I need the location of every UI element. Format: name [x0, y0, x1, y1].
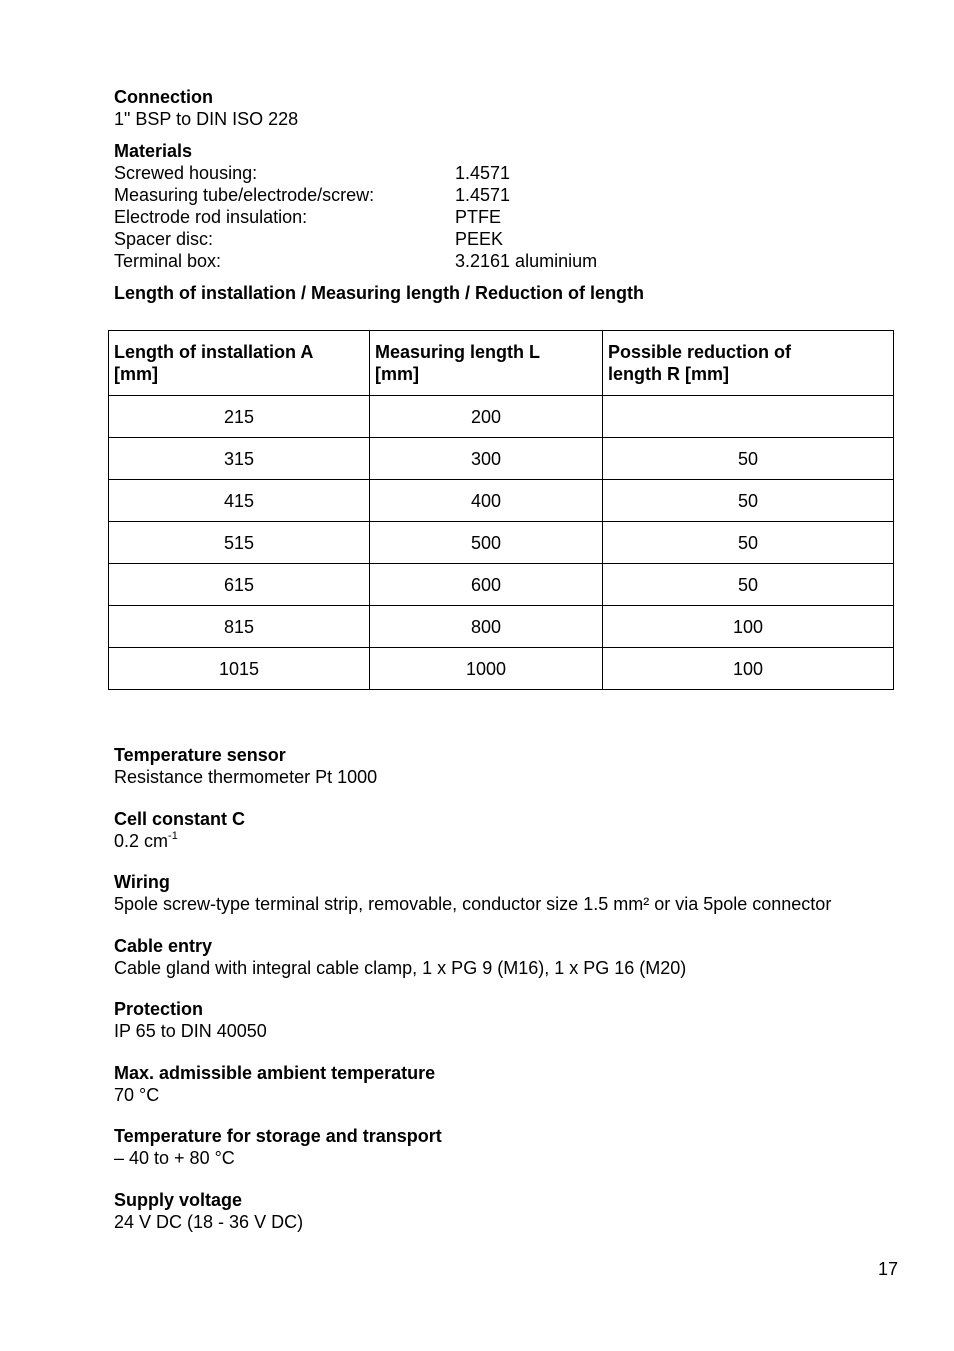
- table-cell: 100: [603, 648, 894, 690]
- materials-label: Screwed housing:: [114, 163, 258, 183]
- header-line: [mm]: [114, 364, 158, 384]
- table-cell: 615: [109, 564, 370, 606]
- cell-constant-value: [114, 830, 178, 852]
- table-cell: 415: [109, 480, 370, 522]
- table-cell: [603, 396, 894, 438]
- cell-constant-base: 0.2 cm: [114, 831, 169, 851]
- connection-heading: Connection: [114, 87, 213, 107]
- table-cell: 50: [603, 438, 894, 480]
- materials-value: PEEK: [455, 229, 504, 249]
- wiring-heading: Wiring: [114, 872, 170, 892]
- supply-voltage-heading: Supply voltage: [114, 1190, 243, 1210]
- header-installation-length: [109, 331, 370, 396]
- page-number: 17: [877, 1259, 898, 1279]
- temperature-sensor-heading: Temperature sensor: [114, 745, 286, 765]
- table-cell: 300: [370, 438, 603, 480]
- table-cell: 1015: [109, 648, 370, 690]
- max-temp-heading: Max. admissible ambient temperature: [114, 1063, 436, 1083]
- table-cell: 1000: [370, 648, 603, 690]
- cable-entry-heading: Cable entry: [114, 936, 213, 956]
- materials-label: Measuring tube/electrode/screw:: [114, 185, 375, 205]
- length-table: [108, 330, 894, 690]
- storage-temp-value: – 40 to + 80 °C: [114, 1148, 235, 1168]
- max-temp-value: 70 °C: [114, 1085, 160, 1105]
- table-row: [109, 480, 894, 522]
- temperature-sensor-value: Resistance thermometer Pt 1000: [114, 767, 378, 787]
- table-cell: 515: [109, 522, 370, 564]
- table-row: [109, 522, 894, 564]
- materials-value: 1.4571: [455, 163, 511, 183]
- materials-value: 1.4571: [455, 185, 511, 205]
- storage-temp-heading: Temperature for storage and transport: [114, 1126, 442, 1146]
- length-heading: Length of installation / Measuring length / Reduction of length: [114, 283, 644, 303]
- supply-voltage-value: 24 V DC (18 - 36 V DC): [114, 1212, 304, 1232]
- header-line: [mm]: [375, 364, 419, 384]
- table-cell: 600: [370, 564, 603, 606]
- table-row: [109, 648, 894, 690]
- table-cell: 500: [370, 522, 603, 564]
- materials-label: Electrode rod insulation:: [114, 207, 308, 227]
- table-cell: 50: [603, 480, 894, 522]
- table-row: [109, 606, 894, 648]
- table-cell: 400: [370, 480, 603, 522]
- materials-label: Spacer disc:: [114, 229, 214, 249]
- table-cell: 800: [370, 606, 603, 648]
- table-cell: 50: [603, 522, 894, 564]
- header-measuring-length: [370, 331, 603, 396]
- materials-value: 3.2161 aluminium: [455, 251, 598, 271]
- table-row: [109, 438, 894, 480]
- table-header-row: [109, 331, 894, 396]
- table-row: [109, 396, 894, 438]
- connection-value: 1" BSP to DIN ISO 228: [114, 109, 299, 129]
- table-row: [109, 564, 894, 606]
- protection-heading: Protection: [114, 999, 204, 1019]
- cell-constant-heading: Cell constant C: [114, 809, 246, 829]
- materials-heading: Materials: [114, 141, 193, 161]
- table-cell: 200: [370, 396, 603, 438]
- table-cell: 100: [603, 606, 894, 648]
- protection-value: IP 65 to DIN 40050: [114, 1021, 267, 1041]
- header-reduction-length: [603, 331, 894, 396]
- table-cell: 815: [109, 606, 370, 648]
- header-line: Measuring length L: [375, 342, 541, 362]
- cell-constant-exponent: -1: [168, 830, 178, 842]
- table-cell: 315: [109, 438, 370, 480]
- table-cell: 215: [109, 396, 370, 438]
- header-line: Possible reduction of: [608, 342, 792, 362]
- header-line: length R [mm]: [608, 364, 729, 384]
- materials-value: PTFE: [455, 207, 502, 227]
- cable-entry-value: Cable gland with integral cable clamp, 1 x PG 9 (M16), 1 x PG 16 (M20): [114, 958, 687, 978]
- header-line: Length of installation A: [114, 342, 314, 362]
- wiring-value: 5pole screw-type terminal strip, removable, conductor size 1.5 mm² or via 5pole connector: [114, 894, 832, 914]
- table-cell: 50: [603, 564, 894, 606]
- materials-label: Terminal box:: [114, 251, 222, 271]
